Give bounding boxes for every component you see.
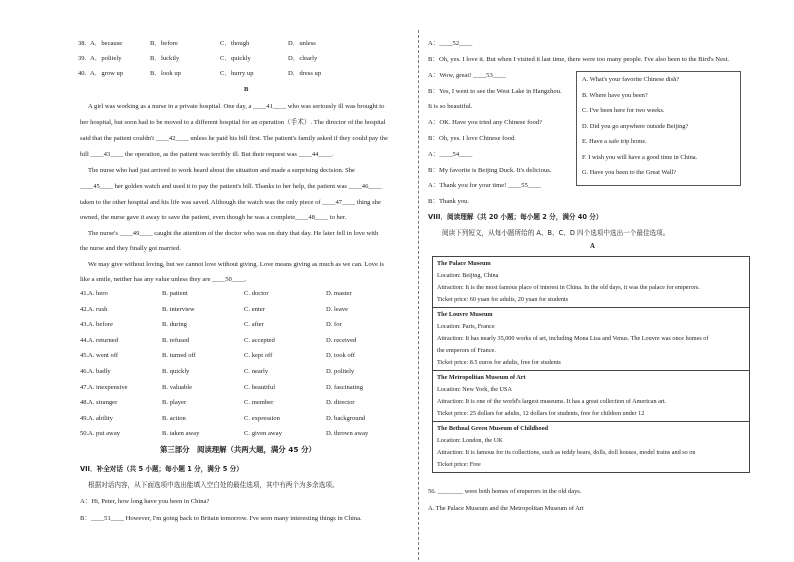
- passage-line: We may give without loving, but we cannot love without giving. Love means giving as much as we can. Love is: [88, 261, 384, 268]
- option-b: B. during: [162, 321, 187, 329]
- section8-instructions: 阅读下列短文，从每小题所给的 A、B、C、D 四个选项中选出一个最佳选项。: [442, 229, 670, 237]
- passage-line: The nurse's ____49____ caught the attention of the doctor who was on duty that day. He later fell in love with: [88, 230, 379, 237]
- option-d: D．clearly: [288, 55, 318, 62]
- dialog-option: F. I wish you will have a good time in China.: [582, 153, 698, 161]
- option-d: D. took off: [326, 352, 355, 360]
- section7-title: VII．补全对话（共 5 小题；每小题 1 分，满分 5 分）: [80, 465, 243, 473]
- option-d: D. background: [326, 414, 366, 422]
- option-d: D．dress up: [288, 70, 322, 77]
- option-n: 46.: [80, 368, 89, 375]
- option-c: C．quickly: [220, 55, 251, 62]
- option-c: C. nearly: [244, 368, 269, 375]
- option-b: B. valuable: [162, 383, 193, 391]
- option-b: B. quickly: [162, 368, 190, 375]
- option-a: A. ability: [88, 414, 113, 422]
- museum-table: [432, 256, 750, 473]
- passage-line: The nurse who had just arrived to work heard about the situation and made a surprising decision. She: [88, 167, 355, 174]
- option-c: C. doctor: [244, 290, 269, 297]
- option-d: D. director: [326, 399, 355, 407]
- dialog-line: B：Thank you.: [428, 198, 470, 205]
- dialog-option: A. What's your favorite Chinese dish?: [582, 76, 680, 83]
- option-c: C. given away: [244, 430, 282, 438]
- options-box: [576, 71, 741, 186]
- museum-row: [433, 308, 750, 371]
- option-d: D. politely: [326, 368, 355, 375]
- museum-location: Location: Beijing, China: [437, 272, 499, 279]
- museum-location: Location: London, the UK: [437, 437, 503, 444]
- museum-location: Location: New York, the USA: [437, 386, 512, 393]
- option-b: B. turned off: [162, 352, 196, 360]
- dialog-option: G. Have you been to the Great Wall?: [582, 169, 677, 176]
- option-a: A．because: [90, 40, 123, 47]
- option-d: D. leave: [326, 305, 348, 313]
- museum-ticket: Ticket price: 8.5 euros for adults, free for students: [437, 359, 561, 366]
- museum-name: The Bethnal Green Museum of Childhood: [437, 425, 549, 432]
- dialog-line: A：OK. Have you tried any Chinese food?: [428, 119, 543, 126]
- question-56-option-a: A. The Palace Museum and the Metropolitan Museum of Art: [428, 505, 584, 512]
- dialog-option: E. Have a safe trip home.: [582, 138, 647, 145]
- museum-ticket: Ticket price: 60 yuan for adults, 20 yuan for students: [437, 296, 569, 303]
- option-b: B. player: [162, 399, 187, 407]
- passage-b-heading: B: [244, 86, 249, 93]
- option-c: C. member: [244, 399, 274, 407]
- option-b: B. refused: [162, 336, 190, 344]
- option-a: A. stranger: [88, 399, 118, 407]
- option-a: A. before: [88, 321, 113, 329]
- passage-line: ____45____ her golden watch and used it to pay the patient's bill. Thanks to her help, the patient was ____46____: [80, 183, 382, 190]
- museum-cell: [433, 308, 750, 371]
- option-d: D. for: [326, 321, 342, 329]
- option-n: 38.: [78, 40, 87, 47]
- option-a: A. inexpensive: [88, 383, 128, 391]
- museum-name: The Metropolitan Museum of Art: [437, 374, 526, 381]
- museum-row: [433, 371, 750, 422]
- passage-line: bill ____43____ the operation, as the patient was terribly ill. But their request was ____44____.: [80, 151, 334, 158]
- option-n: 50.: [80, 430, 89, 438]
- museum-attraction: the emperors of France.: [437, 347, 496, 354]
- museum-location: Location: Paris, France: [437, 323, 495, 330]
- passage-line: her hospital, but soon had to be moved to a different hospital for an operation（手术）. The director of the hospital: [80, 119, 386, 126]
- passage-line: said that the patient couldn't ____42____ unless he paid his bill first. The patient's family asked if they could pay the: [80, 135, 388, 142]
- museum-ticket: Ticket price: 25 dollars for adults, 12 dollars for students, free for children under 12: [437, 410, 645, 417]
- option-n: 49.: [80, 414, 89, 422]
- option-b: B. action: [162, 414, 186, 422]
- passage-line: taken to the other hospital and his life was saved. Although the watch was the only piece of ____47____ thing she: [80, 199, 381, 206]
- dialog-line: B：Oh, yes. I love it. But when I visited it last time, there were too many people. I've also been to the Bird's Nest.: [428, 56, 730, 63]
- passage-line: like a smile, neither has any value unless they are ____50____.: [80, 276, 247, 283]
- museum-ticket: Ticket price: Free: [437, 461, 481, 468]
- dialog-option: D. Did you go anywhere outside Beijing?: [582, 122, 689, 130]
- dialog-line: A：____52____: [428, 40, 473, 47]
- museum-attraction: Attraction: It is the most famous place of interest in China. In the old days, it was the palace for emperors.: [437, 284, 700, 291]
- section8-title: VIII．阅读理解（共 20 小题；每小题 2 分，满分 40 分）: [428, 213, 603, 221]
- option-n: 40.: [78, 70, 87, 77]
- option-a: A. rush: [88, 305, 108, 313]
- option-b: B. patient: [162, 290, 188, 297]
- museum-name: The Palace Museum: [437, 260, 491, 267]
- museum-row: [433, 257, 750, 308]
- dialog-line: A：Wow, great! ____53____: [428, 72, 506, 79]
- option-b: B．luckily: [150, 55, 180, 62]
- option-d: D. fascinating: [326, 383, 363, 391]
- option-a: A. returned: [88, 336, 119, 344]
- dialog-line: It is so beautiful.: [428, 103, 473, 110]
- option-a: A. went off: [88, 352, 119, 360]
- option-n: 48.: [80, 399, 89, 407]
- option-d: D．unless: [288, 40, 316, 47]
- dialog-line: B：Oh, yes. I love Chinese food.: [428, 135, 516, 142]
- option-b: B．look up: [150, 70, 181, 77]
- dialog-option: C. I've been here for two weeks.: [582, 107, 665, 114]
- option-c: C. enter: [244, 305, 265, 313]
- museum-attraction: Attraction: It is one of the world's largest museums. It has a great collection of American art.: [437, 398, 667, 405]
- part3-title: 第三部分 阅读理解（共两大题，满分 45 分）: [160, 445, 316, 454]
- dialog-line: B：Yes, I went to see the West Lake in Hangzhou.: [428, 88, 562, 95]
- dialog-line: A：Thank you for your time! ____55____: [428, 182, 541, 189]
- option-a: A．politely: [90, 55, 122, 62]
- option-n: 47.: [80, 383, 89, 391]
- option-b: B. interview: [162, 305, 195, 313]
- museum-attraction: Attraction: It has nearly 35,000 works of art, including Mona Lisa and Venus. The Louvre was once homes of: [437, 335, 709, 342]
- dialog-option: B. Where have you been?: [582, 91, 648, 99]
- passage-line: owned, the nurse gave it away to save the patient, even though he was a complete____48____ to her.: [80, 214, 347, 221]
- option-c: C. kept off: [244, 352, 273, 360]
- option-c: C. expression: [244, 414, 280, 422]
- option-n: 42.: [80, 305, 89, 313]
- section7-instructions: 根据对话内容，从下面选项中选出能填入空白处的最佳选项，其中有两个为多余选项。: [88, 481, 339, 489]
- dialog-line-a1: A：Hi, Peter, how long have you been in China?: [80, 498, 210, 505]
- option-n: 43.: [80, 321, 89, 329]
- option-a: A．grow up: [90, 70, 124, 77]
- dialog-line-b1: B：____51____ However, I'm going back to Britain tomorrow. I've seen many interesting things in China.: [80, 515, 362, 522]
- reading-a-heading: A: [590, 243, 595, 250]
- passage-line: the nurse and they finally got married.: [80, 245, 181, 252]
- option-c: C. beautiful: [244, 383, 276, 391]
- option-c: C．hurry up: [220, 70, 254, 77]
- option-d: D. thrown away: [326, 430, 369, 438]
- option-n: 41.: [80, 290, 89, 297]
- option-b: B．before: [150, 40, 178, 47]
- option-c: C．though: [220, 40, 250, 47]
- question-56: 56. ________ were both homes of emperors in the old days.: [428, 488, 582, 495]
- option-c: C. after: [244, 321, 264, 329]
- museum-attraction: Attraction: It is famous for its collections, such as teddy bears, dolls, doll houses, model trains and so on: [437, 449, 696, 456]
- museum-name: The Louvre Museum: [437, 311, 493, 318]
- dialog-line: B：My favorite is Beijing Duck. It's delicious.: [428, 167, 552, 174]
- option-a: A. hero: [88, 290, 108, 297]
- dialog-line: A：____54____: [428, 151, 473, 158]
- option-a: A. put away: [88, 430, 121, 438]
- museum-cell: [433, 371, 750, 422]
- option-d: D. received: [326, 336, 357, 344]
- option-c: C. accepted: [244, 336, 275, 344]
- column-divider: [418, 30, 419, 560]
- museum-cell: [433, 422, 750, 473]
- option-n: 45.: [80, 352, 89, 360]
- museum-cell: [433, 257, 750, 308]
- option-a: A. badly: [88, 368, 111, 375]
- option-n: 44.: [80, 336, 89, 344]
- museum-row: [433, 422, 750, 473]
- option-b: B. taken away: [162, 430, 200, 438]
- passage-line: A girl was working as a nurse in a private hospital. One day, a ____41____ who was seriously ill was brought to: [88, 103, 385, 110]
- option-d: D. master: [326, 290, 352, 297]
- option-n: 39.: [78, 55, 87, 62]
